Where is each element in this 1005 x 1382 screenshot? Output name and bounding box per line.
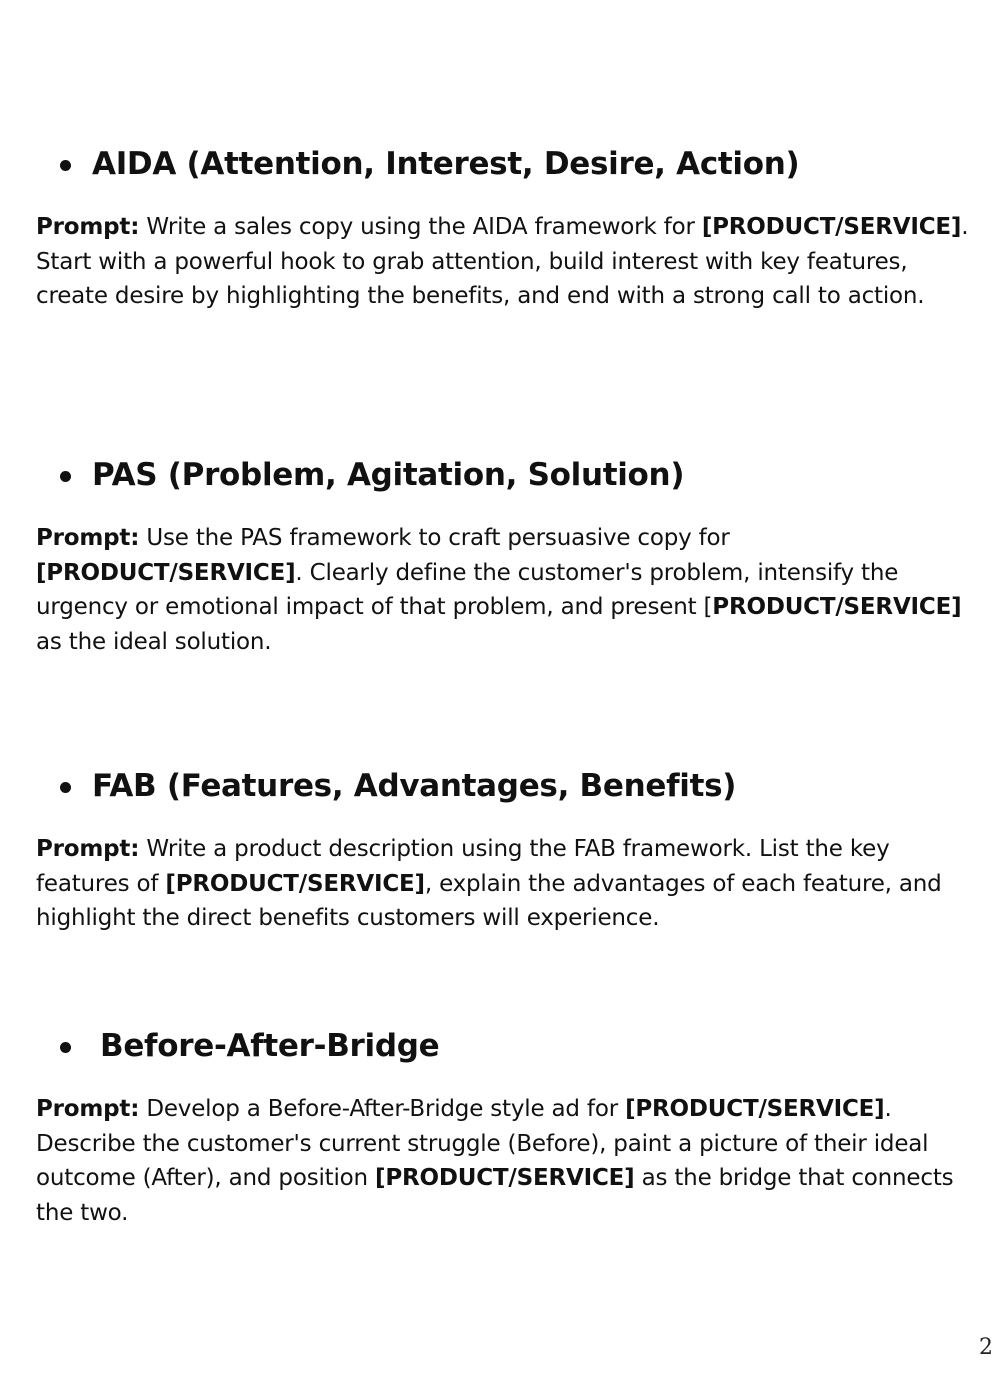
prompt-paragraph: [36, 832, 971, 936]
placeholder-token: [PRODUCT/SERVICE]: [701, 214, 962, 240]
prompt-text: as the bridge that connects the two.: [36, 1165, 954, 1227]
prompt-label: Prompt:: [36, 214, 140, 240]
prompt-label: Prompt:: [36, 525, 140, 551]
bullet-icon: [60, 160, 71, 171]
heading-text: PAS (Problem, Agitation, Solution): [92, 457, 685, 493]
prompt-text: Develop a Before-After-Bridge style ad for: [139, 1096, 626, 1122]
prompt-text: . Start with a powerful hook to grab attention, build interest with key features, create desire by highlighting the benefits, and end with a strong call to action.: [36, 214, 969, 310]
placeholder-token: [PRODUCT/SERVICE]: [36, 559, 296, 586]
bullet-icon: [60, 1042, 71, 1053]
heading-text: AIDA (Attention, Interest, Desire, Action): [92, 146, 800, 182]
placeholder-token: [PRODUCT/SERVICE]: [625, 1096, 885, 1122]
prompt-label: Prompt:: [36, 836, 140, 862]
bullet-icon: [60, 471, 71, 482]
prompt-text: Use the PAS framework to craft persuasive copy for: [139, 525, 730, 551]
prompt-text: , explain the advantages of each feature, and highlight the direct benefits customers will experience.: [36, 870, 942, 932]
prompt-paragraph: [36, 210, 971, 314]
heading-text: Before-After-Bridge: [100, 1028, 440, 1064]
section-heading: [36, 764, 971, 808]
placeholder-token: PRODUCT/SERVICE]: [712, 594, 962, 621]
section-pas: [36, 453, 971, 660]
prompt-text: Write a sales copy using the AIDA framework for: [139, 214, 702, 240]
section-before-after-bridge: [36, 1024, 971, 1231]
page-number: 2: [979, 1335, 993, 1360]
prompt-paragraph: [36, 521, 971, 660]
section-heading: [36, 1024, 971, 1068]
placeholder-token: [PRODUCT/SERVICE]: [375, 1165, 635, 1192]
prompt-text: . Describe the customer's current struggle (Before), paint a picture of their ideal outcome (After), and position: [36, 1096, 929, 1192]
section-heading: [36, 453, 971, 497]
prompt-text: Write a product description using the FAB framework. List the key features of: [36, 836, 890, 897]
prompt-text: . Clearly define the customer's problem, intensify the urgency or emotional impact of that problem, and present [: [36, 559, 899, 621]
section-fab: [36, 764, 971, 936]
prompt-text: as the ideal solution.: [36, 629, 272, 656]
placeholder-token: [PRODUCT/SERVICE]: [165, 870, 425, 897]
section-heading: [36, 142, 971, 186]
section-aida: [36, 142, 971, 314]
bullet-icon: [60, 782, 71, 793]
prompt-label: Prompt:: [36, 1096, 140, 1122]
prompt-paragraph: [36, 1092, 971, 1231]
heading-text: FAB (Features, Advantages, Benefits): [92, 768, 737, 804]
